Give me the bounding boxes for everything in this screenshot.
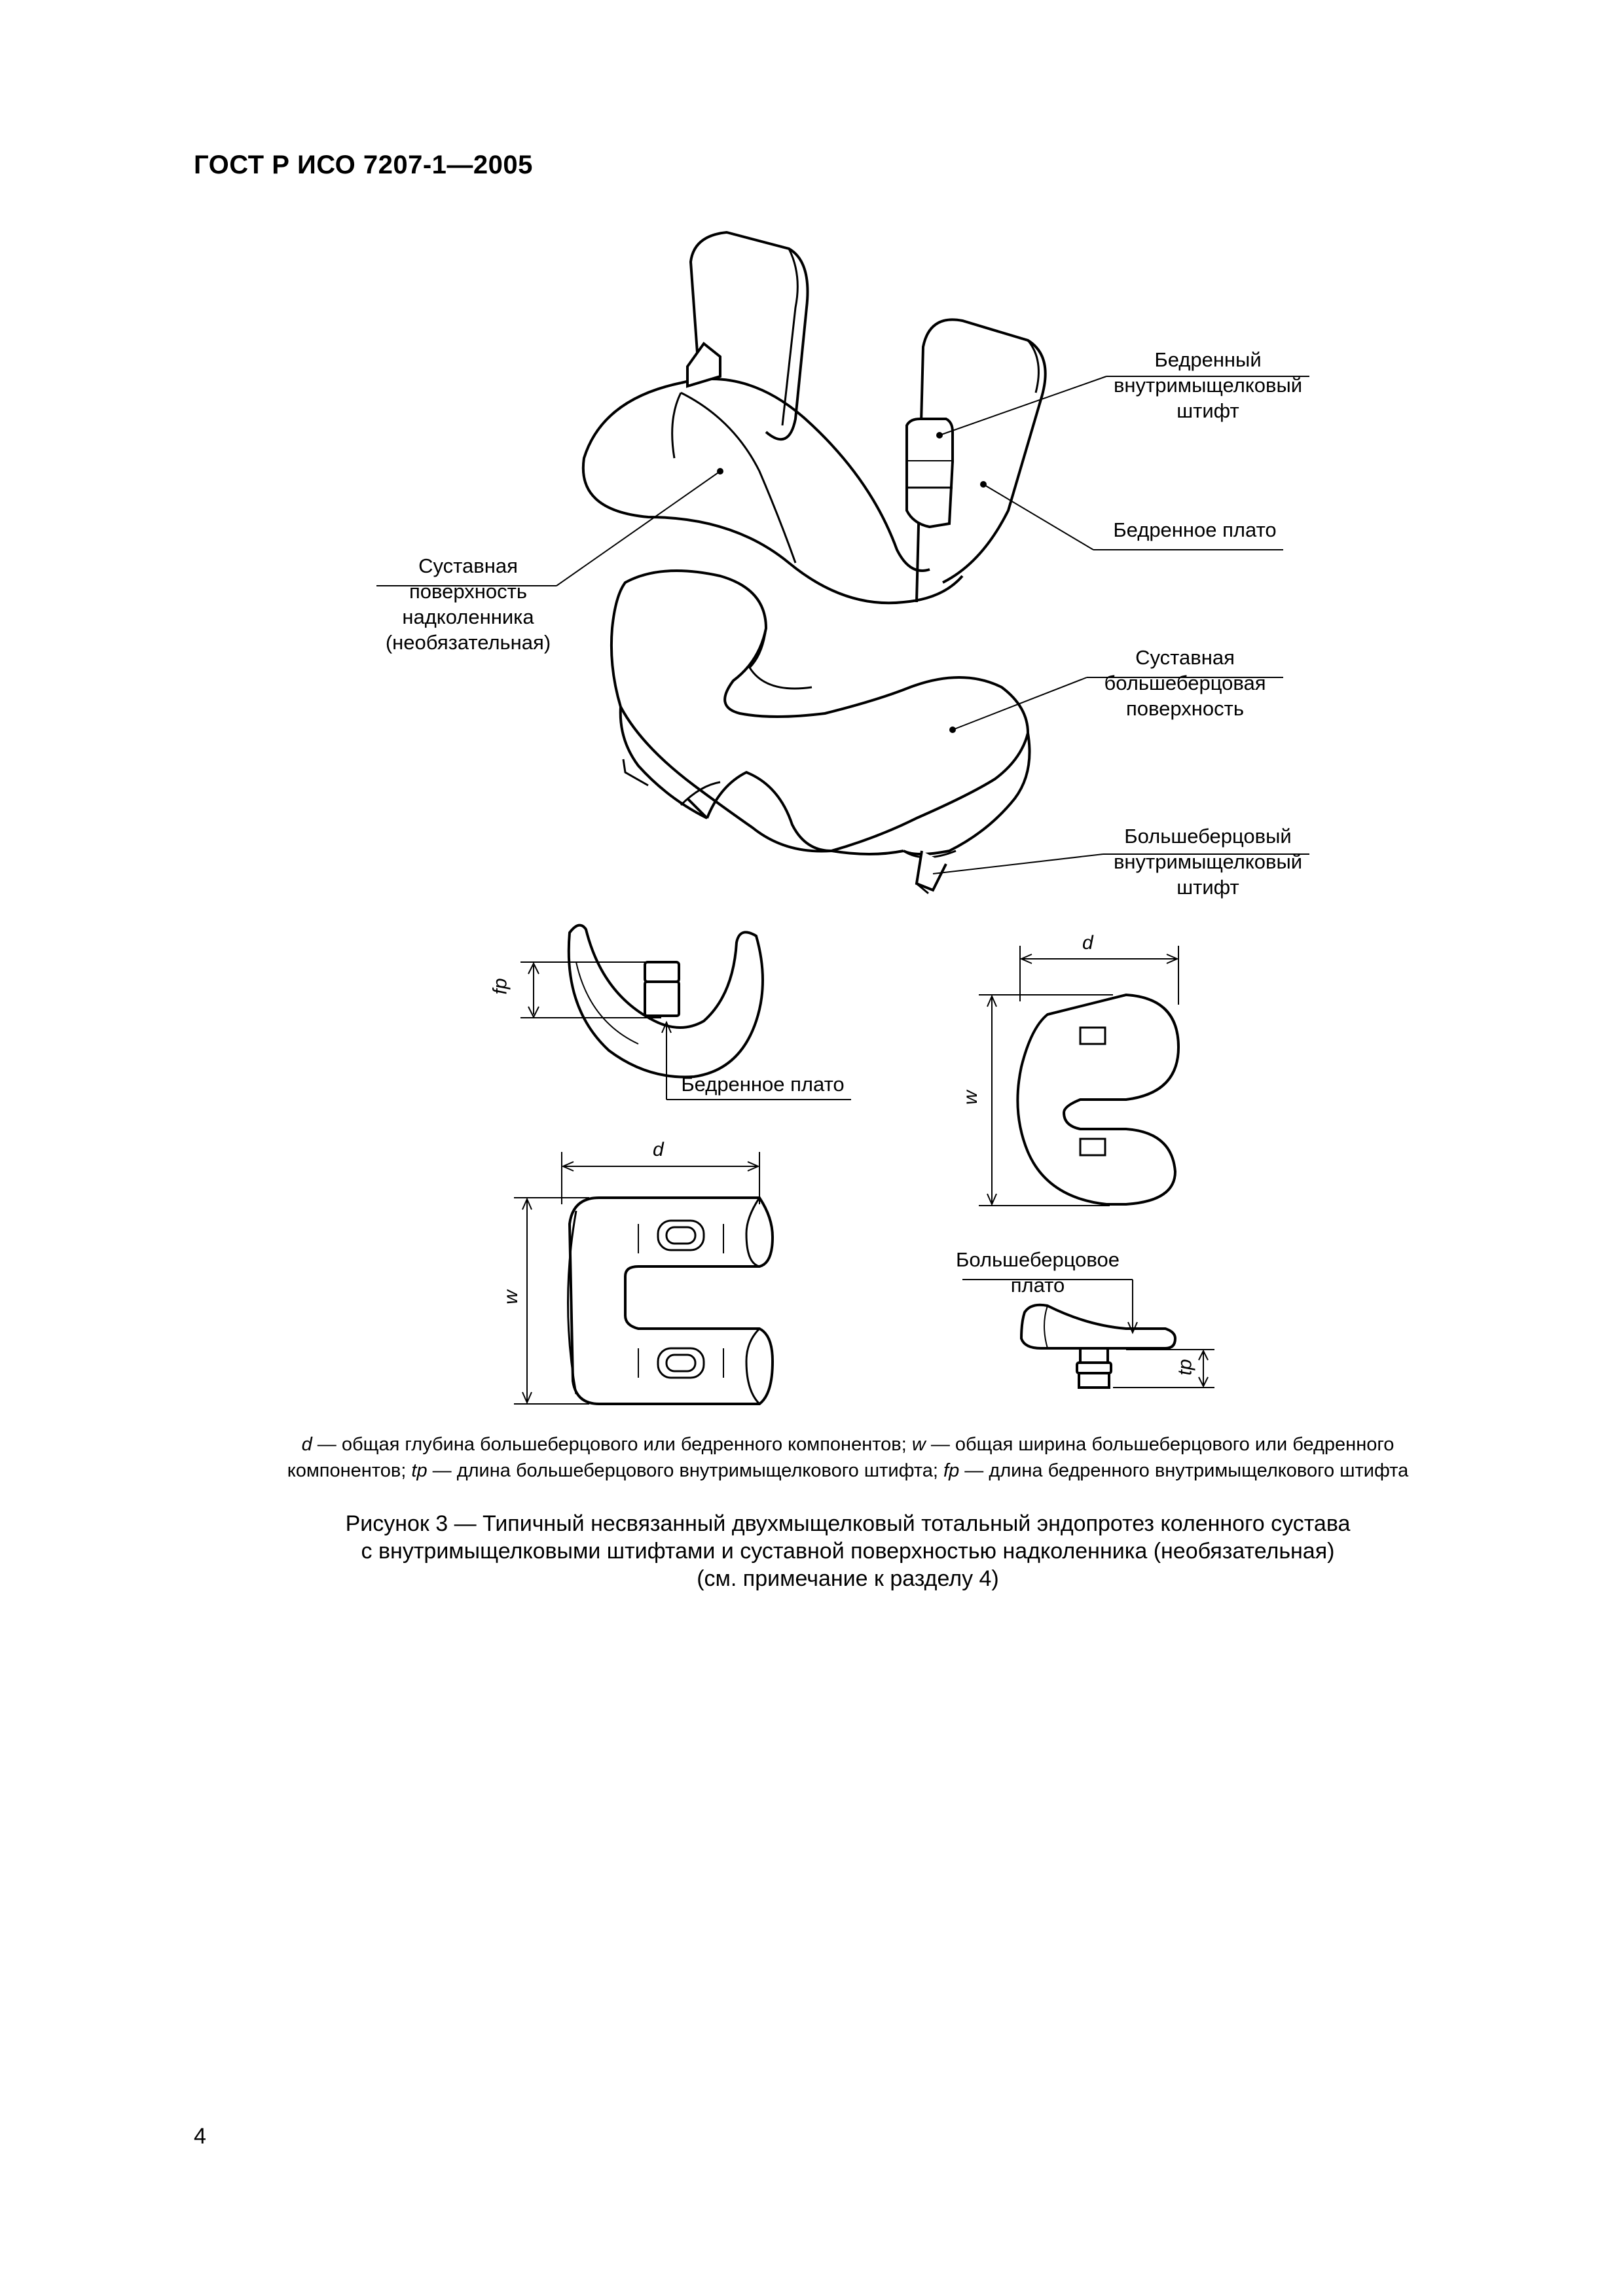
label-line: Бедренное плато (1113, 518, 1277, 541)
label-line: поверхность (409, 580, 527, 603)
figure-legend (196, 1431, 1499, 1484)
dim-d-right: d (1082, 932, 1093, 954)
document-header: ГОСТ Р ИСО 7207-1—2005 (194, 151, 533, 179)
dim-fp: fp (489, 978, 511, 995)
label-line: плато (1010, 1274, 1065, 1297)
label-line: Большеберцовый (1124, 825, 1292, 848)
legend-text: — общая глубина большеберцового или бедренного компонентов; (312, 1434, 912, 1455)
symbol-d: d (301, 1434, 312, 1455)
label-line: (необязательная) (385, 631, 551, 654)
label-line: внутримыщелковый (1113, 850, 1303, 873)
legend-text: — длина большеберцового внутримыщелкового штифта; (427, 1460, 944, 1481)
legend-text: компонентов; (287, 1460, 412, 1481)
label-tibial-peg (1106, 823, 1309, 900)
label-femoral-peg (1106, 347, 1309, 423)
page-number: 4 (194, 2124, 206, 2149)
label-tibial-plateau-detail (943, 1247, 1133, 1298)
label-line: поверхность (1126, 697, 1244, 720)
legend-text: — общая ширина большеберцового или бедренного (925, 1434, 1395, 1455)
label-patella-surface (367, 553, 570, 655)
label-line: штифт (1176, 399, 1239, 422)
legend-text: — длина бедренного внутримыщелкового штифта (959, 1460, 1409, 1481)
femoral-component-drawing (583, 232, 1046, 603)
label-line: Суставная (1135, 646, 1235, 669)
symbol-w: w (911, 1434, 926, 1455)
dim-w-right: w (959, 1090, 981, 1105)
tibial-component-drawing (611, 571, 1030, 893)
figure-caption (196, 1510, 1499, 1592)
label-line: большеберцовая (1104, 672, 1266, 694)
dim-tp: tp (1174, 1359, 1196, 1376)
label-femoral-plateau-detail (668, 1071, 858, 1097)
tibial-top-view (979, 946, 1178, 1206)
femoral-top-view (514, 1152, 773, 1404)
label-line: внутримыщелковый (1113, 374, 1303, 397)
legend-line-1 (196, 1431, 1499, 1458)
symbol-tp: tp (411, 1460, 428, 1481)
label-line: Суставная (418, 554, 518, 577)
label-line: надколенника (402, 605, 534, 628)
label-line: Бедренное плато (681, 1073, 845, 1096)
caption-line: с внутримыщелковыми штифтами и суставной поверхностью надколенника (необязательная) (361, 1539, 1335, 1564)
label-femoral-plateau (1106, 517, 1283, 543)
dim-w-left: w (500, 1290, 522, 1304)
caption-line: Рисунок 3 — Типичный несвязанный двухмыщелковый тотальный эндопротез коленного сустава (345, 1511, 1351, 1536)
symbol-fp: fp (943, 1460, 960, 1481)
label-tibial-surface (1087, 645, 1283, 721)
legend-line-2 (196, 1458, 1499, 1484)
label-line: Большеберцовое (955, 1248, 1120, 1271)
caption-line: (см. примечание к разделу 4) (697, 1566, 999, 1591)
label-line: Бедренный (1154, 348, 1262, 371)
dim-d-left: d (653, 1139, 664, 1160)
label-line: штифт (1176, 876, 1239, 899)
